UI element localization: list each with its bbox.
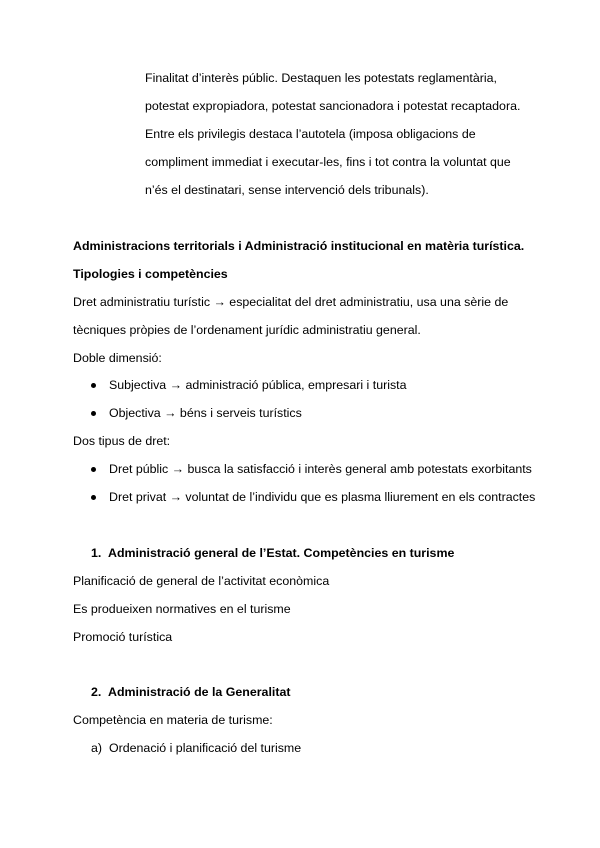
section2-intro: Competència en materia de turisme:: [73, 713, 273, 727]
section-heading-line2: Tipologies i competències: [73, 267, 228, 281]
intro-line: Finalitat d’interès públic. Destaquen les potestats reglamentària,: [145, 71, 497, 85]
section1-number: 1.: [91, 546, 102, 560]
section2-title: Administració de la Generalitat: [108, 685, 291, 699]
doble-dimensio-label: Doble dimensió:: [73, 351, 162, 365]
list-marker: a): [91, 741, 103, 755]
bullet-icon: [91, 411, 96, 416]
definition-line1: Dret administratiu turístic → especialitat del dret administratiu, usa una sèrie de: [73, 295, 509, 309]
tipus-dret-label: Dos tipus de dret:: [73, 434, 171, 448]
section1-line: Es produeixen normatives en el turisme: [73, 602, 291, 616]
intro-line: Entre els privilegis destaca l’autotela (imposa obligacions de: [145, 127, 476, 141]
section2-number: 2.: [91, 685, 102, 699]
intro-line: compliment immediat i executar-les, fins i tot contra la voluntat que: [145, 155, 511, 169]
section1-line: Promoció turística: [73, 630, 173, 644]
intro-line: n’és el destinatari, sense intervenció dels tribunals).: [145, 183, 429, 197]
bullet-icon: [91, 495, 96, 500]
bullet-icon: [91, 383, 96, 388]
list-item: Dret públic → busca la satisfacció i interès general amb potestats exorbitants: [109, 462, 532, 476]
bullet-icon: [91, 467, 96, 472]
intro-line: potestat expropiadora, potestat sancionadora i potestat recaptadora.: [145, 99, 521, 113]
section1-title: Administració general de l’Estat. Competències en turisme: [108, 546, 455, 560]
definition-line2: tècniques pròpies de l’ordenament jurídic administratiu general.: [73, 323, 421, 337]
list-item: Subjectiva → administració pública, empresari i turista: [109, 378, 407, 392]
section-heading-line1: Administracions territorials i Administració institucional en matèria turística.: [73, 239, 525, 253]
list-item: Objectiva → béns i serveis turístics: [109, 406, 302, 420]
list-item: Ordenació i planificació del turisme: [109, 741, 302, 755]
list-item: Dret privat → voluntat de l’individu que es plasma lliurement en els contractes: [109, 490, 536, 504]
section1-line: Planificació de general de l’activitat econòmica: [73, 574, 330, 588]
